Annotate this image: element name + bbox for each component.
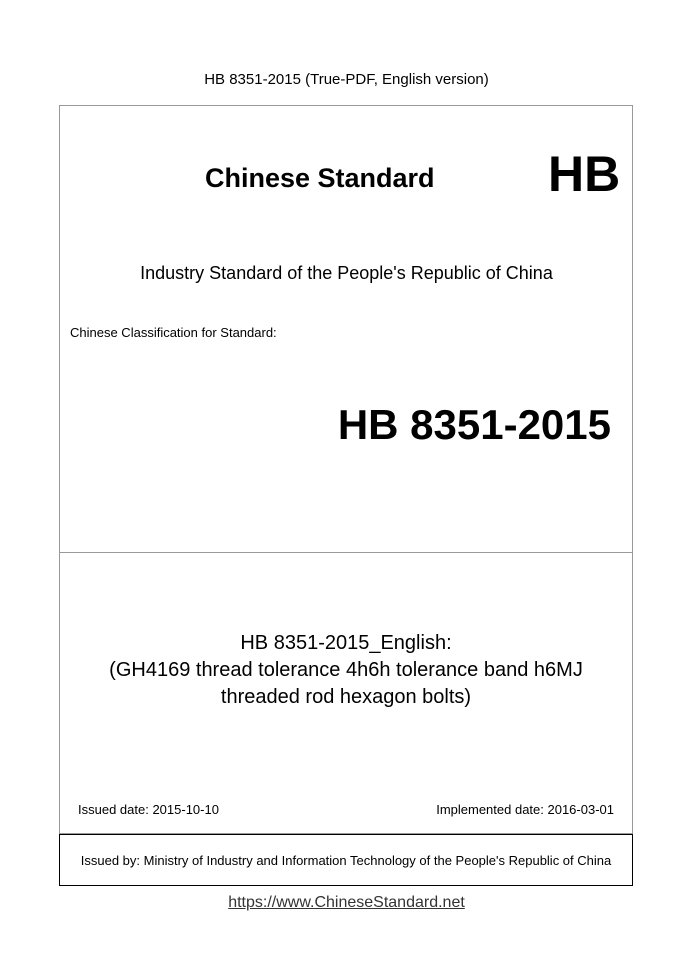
industry-line: Industry Standard of the People's Republic of China [140,263,553,283]
implemented-date: Implemented date: 2016-03-01 [436,802,614,817]
issued-date: Issued date: 2015-10-10 [78,802,219,817]
standard-number: HB 8351-2015 [337,401,611,448]
issuer-box [59,834,633,886]
document-header: HB 8351-2015 (True-PDF, English version) [204,71,489,88]
standard-title [59,630,633,711]
title-line: (GH4169 thread tolerance 4h6h tolerance band h6MJ [109,659,583,681]
classification-label: Chinese Classification for Standard: [70,325,277,340]
cover-heading: Chinese Standard [205,163,435,193]
website-link[interactable]: https://www.ChineseStandard.net [228,894,465,911]
title-line: HB 8351-2015_English: [240,632,452,654]
standard-code: HB [548,146,621,202]
issuer-text: Issued by: Ministry of Industry and Information Technology of the People's Republic of China [80,852,612,868]
title-line: threaded rod hexagon bolts) [220,686,472,708]
